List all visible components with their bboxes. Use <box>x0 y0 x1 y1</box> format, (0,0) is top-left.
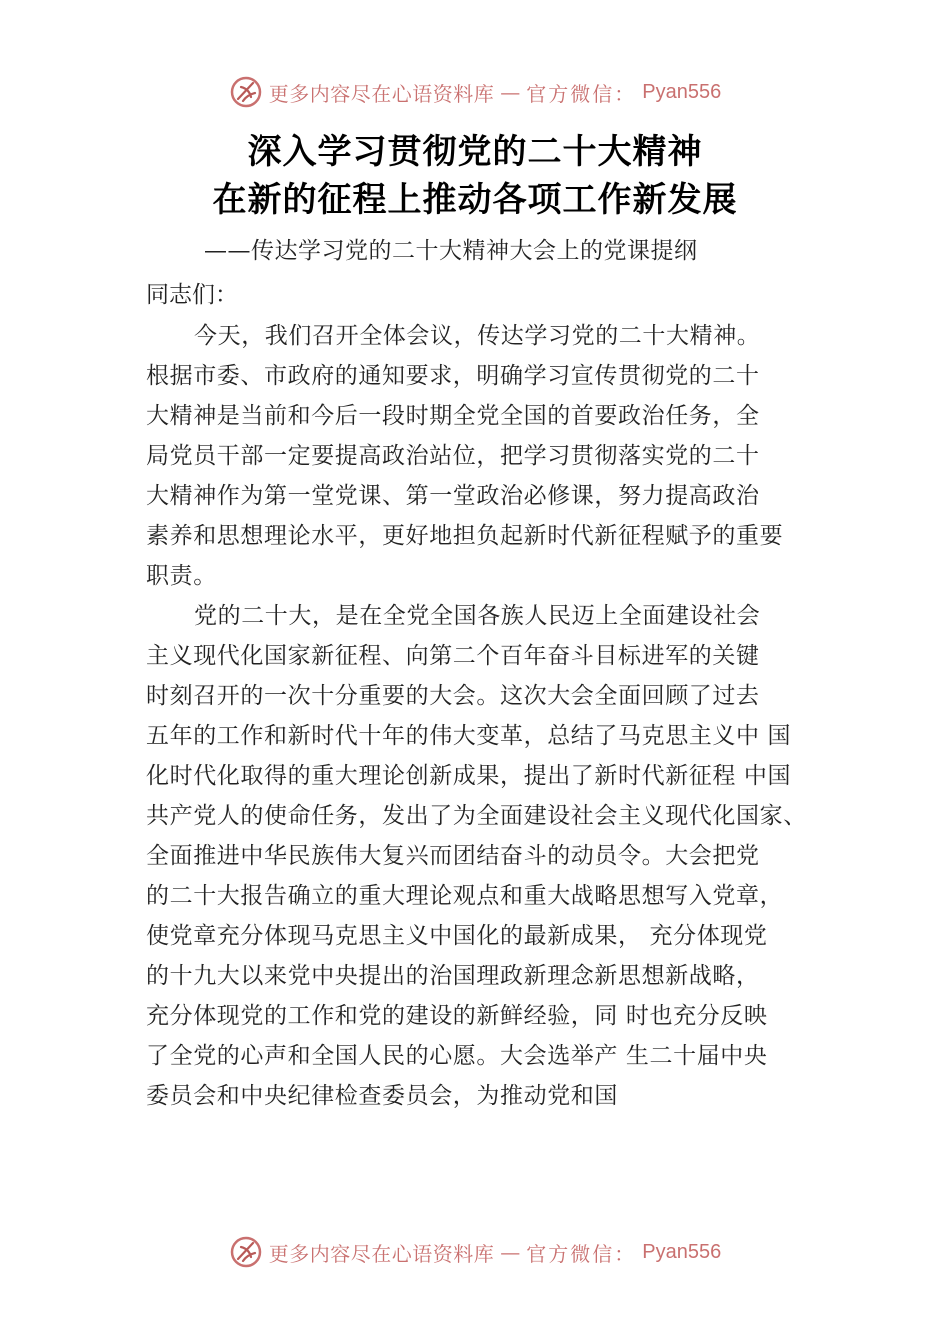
seal-logo-icon <box>229 75 263 109</box>
paragraph-1-line: 职责。 <box>146 563 217 589</box>
paragraph-2-line: 了全党的心声和全国人民的心愿。大会选举产 生二十届中央 <box>146 1043 768 1069</box>
watermark-header <box>0 72 950 112</box>
paragraph-1-line: 根据市委、市政府的通知要求，明确学习宣传贯彻党的二十 <box>146 363 760 389</box>
paragraph-2-line: 使党章充分体现马克思主义中国化的最新成果， 充分体现党 <box>146 923 768 949</box>
paragraph-2-line: 化时代化取得的重大理论创新成果，提出了新时代新征程 中国 <box>146 763 792 789</box>
paragraph-1-line: 大精神是当前和今后一段时期全党全国的首要政治任务，全 <box>146 403 760 429</box>
paragraph-2-line: 党的二十大，是在全党全国各族人民迈上全面建设社会 <box>194 603 761 629</box>
paragraph-2-line: 五年的工作和新时代十年的伟大变革，总结了马克思主义中 国 <box>146 723 792 749</box>
document-body <box>146 316 846 1116</box>
watermark-label: 官方微信： <box>526 1241 637 1266</box>
salutation: 同志们： <box>146 282 238 308</box>
seal-logo-icon <box>229 1235 263 1269</box>
watermark-footer <box>0 1232 950 1272</box>
document-title-line-2: 在新的征程上推动各项工作新发展 <box>212 180 738 220</box>
paragraph-2-line: 的十九大以来党中央提出的治国理政新理念新思想新战略， <box>146 963 760 989</box>
paragraph-2-line: 时刻召开的一次十分重要的大会。这次大会全面回顾了过去 <box>146 683 760 709</box>
paragraph-1-line: 局党员干部一定要提高政治站位，把学习贯彻落实党的二十 <box>146 443 760 469</box>
document-title-line-1: 深入学习贯彻党的二十大精神 <box>247 132 703 172</box>
watermark-id: Pyan556 <box>642 80 722 103</box>
paragraph-2-line: 主义现代化国家新征程、向第二个百年奋斗目标进军的关键 <box>146 643 760 669</box>
watermark-main-text: 更多内容尽在心语资料库 <box>268 1241 495 1266</box>
paragraph-1-line: 素养和思想理论水平，更好地担负起新时代新征程赋予的重要 <box>146 523 784 549</box>
paragraph-2-line: 委员会和中央纪律检查委员会，为推动党和国 <box>146 1083 618 1109</box>
paragraph-2-line: 全面推进中华民族伟大复兴而团结奋斗的动员令。大会把党 <box>146 843 760 869</box>
paragraph-2-line: 的二十大报告确立的重大理论观点和重大战略思想写入党章， <box>146 883 784 909</box>
watermark-id: Pyan556 <box>642 1240 722 1263</box>
paragraph-2-line: 共产党人的使命任务，发出了为全面建设社会主义现代化国家、 <box>146 803 807 829</box>
document-subtitle: ——传达学习党的二十大精神大会上的党课提纲 <box>204 238 698 264</box>
watermark-label: 官方微信： <box>526 81 637 106</box>
watermark-separator: — <box>500 1240 521 1264</box>
watermark-main-text: 更多内容尽在心语资料库 <box>268 81 495 106</box>
watermark-separator: — <box>500 80 521 104</box>
paragraph-1-line: 今天，我们召开全体会议，传达学习党的二十大精神。 <box>194 323 761 349</box>
paragraph-1-line: 大精神作为第一堂党课、第一堂政治必修课，努力提高政治 <box>146 483 760 509</box>
paragraph-2-line: 充分体现党的工作和党的建设的新鲜经验，同 时也充分反映 <box>146 1003 768 1029</box>
